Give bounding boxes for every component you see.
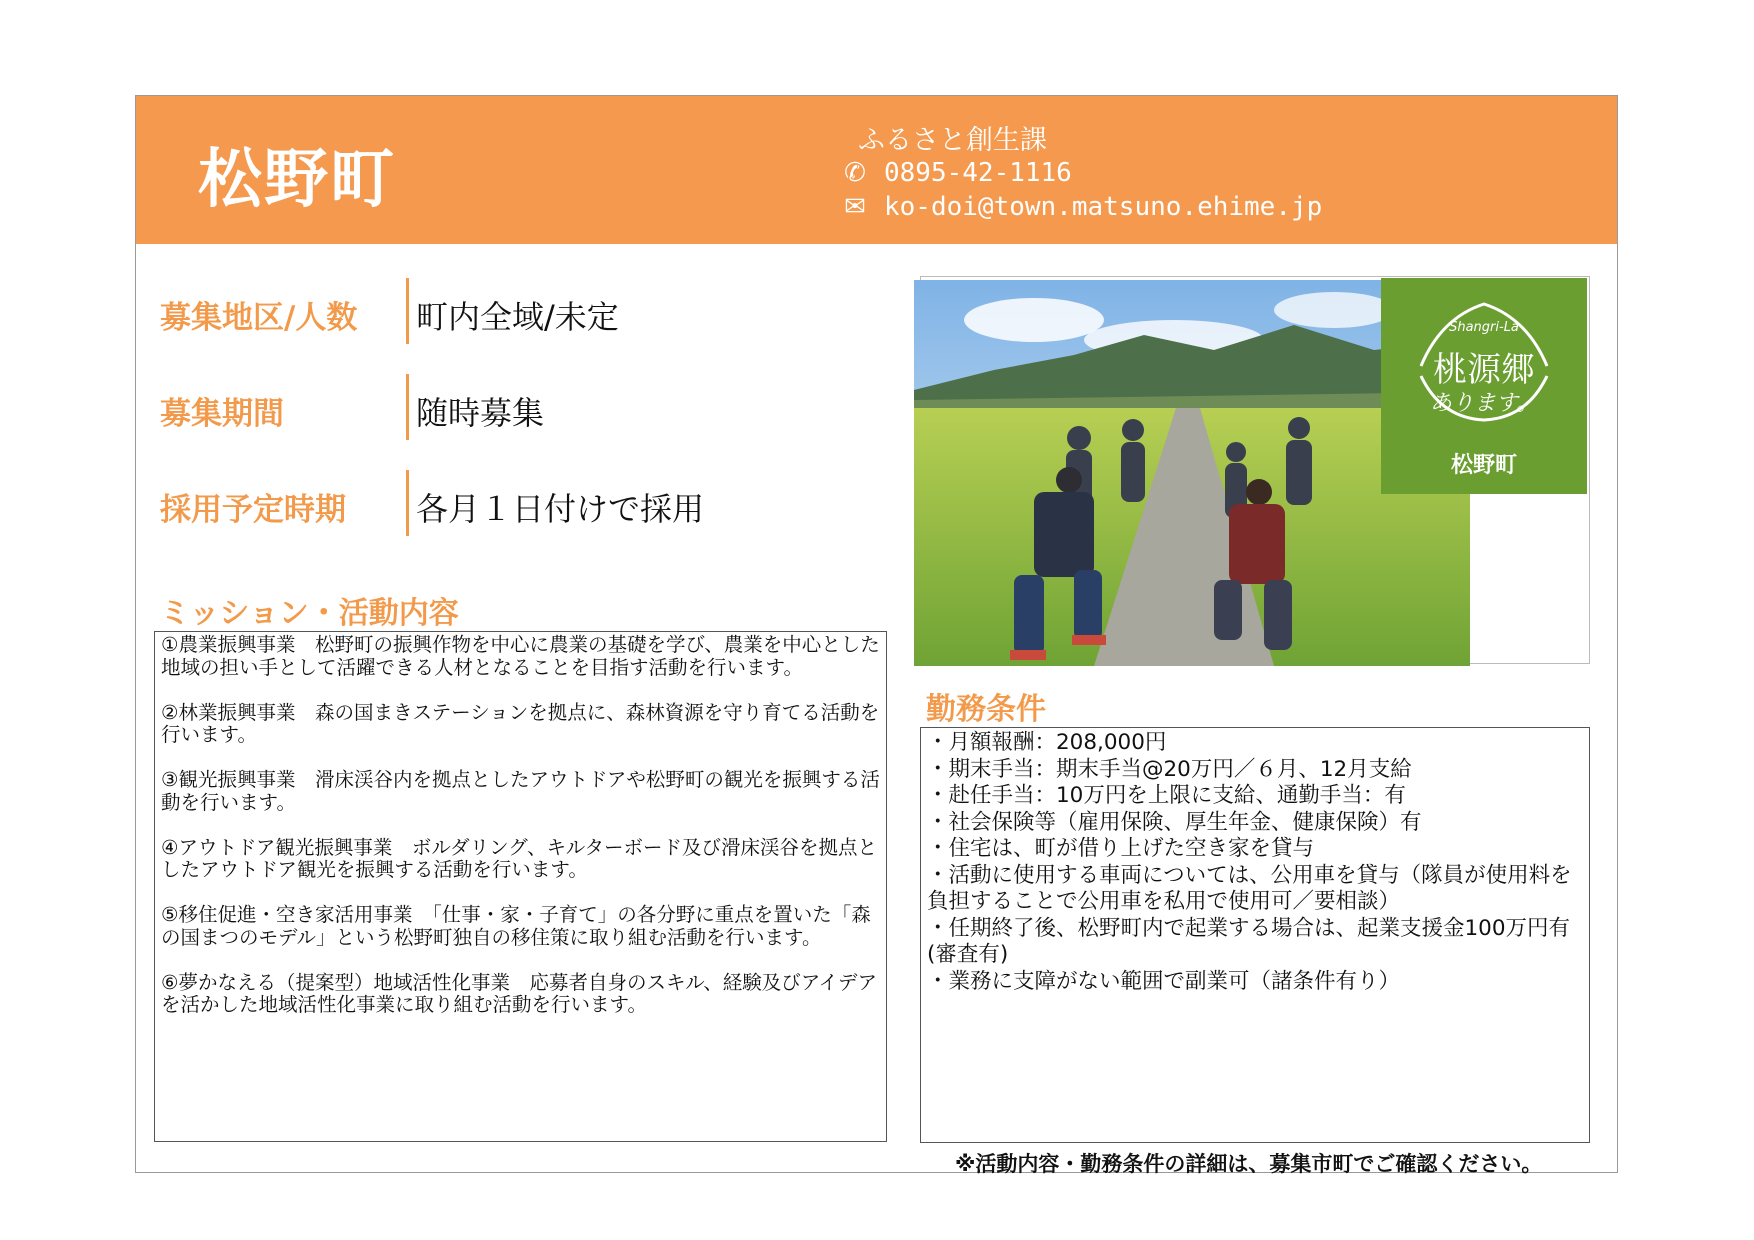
info-divider [406, 278, 409, 344]
mission-item: ③観光振興事業 滑床渓谷内を拠点としたアウトドアや松野町の観光を振興する活動を行います。 [161, 768, 880, 814]
condition-item: ・月額報酬：208,000円 [927, 730, 1167, 755]
town-name: 松野町 [198, 143, 396, 217]
logo-tagline: あります。 [1429, 391, 1539, 416]
condition-item: ・住宅は、町が借り上げた空き家を貸与 [927, 836, 1315, 861]
mission-title: ミッション・活動内容 [160, 596, 459, 631]
email-contact [840, 192, 1322, 222]
mission-item: ①農業振興事業 松野町の振興作物を中心に農業の基礎を学び、農業を中心とした地域の担い手として活躍できる人材となることを目指す活動を行います。 [161, 633, 880, 679]
department-name: ふるさと創生課 [858, 125, 1047, 156]
phone-icon: ✆ [844, 158, 866, 188]
phone-contact [840, 158, 1072, 188]
condition-item: ・任期終了後、松野町内で起業する場合は、起業支援金100万円有(審査有) [927, 915, 1571, 967]
header-banner [136, 96, 1617, 244]
info-divider [406, 374, 409, 440]
mission-item: ④アウトドア観光振興事業 ボルダリング、キルターボード及び滑床渓谷を拠点としたアウトドア観光を振興する活動を行います。 [161, 835, 877, 881]
condition-item: ・業務に支障がない範囲で副業可（諸条件有り） [927, 968, 1401, 994]
conditions-box [920, 727, 1590, 1143]
phone-number: 0895-42-1116 [884, 158, 1072, 188]
mission-item: ⑥夢かなえる（提案型）地域活性化事業 応募者自身のスキル、経験及びアイデアを活かした地域活性化事業に取り組む活動を行います。 [161, 970, 877, 1016]
info-value: 町内全域/未定 [416, 298, 619, 336]
logo-town: 松野町 [1450, 453, 1517, 478]
mission-box [154, 631, 887, 1142]
info-label: 募集地区/人数 [160, 300, 358, 336]
logo-subtitle: Shangri-La [1449, 320, 1519, 335]
mission-item: ②林業振興事業 森の国まきステーションを拠点に、森林資源を守り育てる活動を行います。 [161, 700, 880, 746]
mission-item: ⑤移住促進・空き家活用事業 「仕事・家・子育て」の各分野に重点を置いた「森の国まつのモデル」という松野町独自の移住策に取り組む活動を行います。 [161, 903, 871, 949]
info-value: 随時募集 [416, 394, 545, 432]
condition-item: ・社会保険等（雇用保険、厚生年金、健康保険）有 [927, 809, 1422, 835]
logo-main-text: 桃源郷 [1433, 350, 1535, 390]
mail-icon: ✉ [844, 192, 866, 222]
info-label: 募集期間 [160, 396, 284, 432]
condition-item: ・活動に使用する車両については、公用車を貸与（隊員が使用料を負担することで公用車を私用で使用可／要相談） [927, 862, 1572, 914]
condition-item: ・赴任手当：10万円を上限に支給、通勤手当：有 [927, 783, 1406, 808]
info-divider [406, 470, 409, 536]
email-address: ko-doi@town.matsuno.ehime.jp [884, 192, 1323, 222]
info-label: 採用予定時期 [160, 492, 346, 528]
info-value: 各月１日付けで採用 [416, 490, 705, 528]
conditions-title: 勤務条件 [926, 692, 1046, 727]
condition-item: ・期末手当：期末手当@20万円／６月、12月支給 [927, 756, 1412, 782]
shangri-la-logo [1381, 278, 1587, 494]
footnote: ※活動内容・勤務条件の詳細は、募集市町でご確認ください。 [955, 1152, 1543, 1176]
